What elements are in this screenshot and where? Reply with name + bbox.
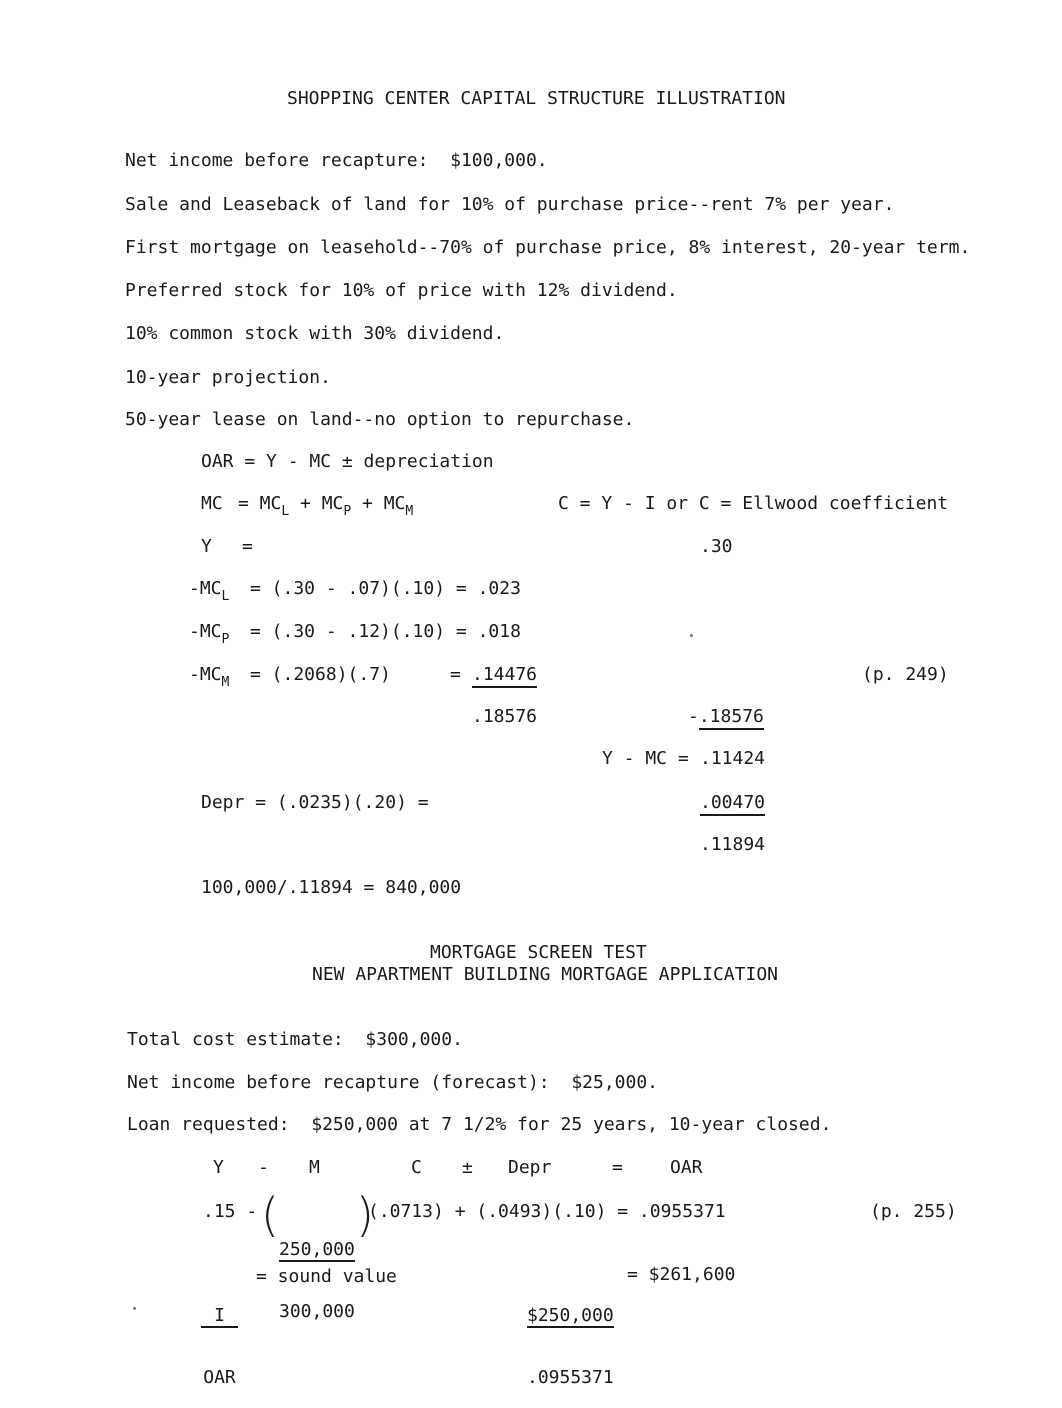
eq-rest: (.0713) + (.0493)(.10) = .0955371 (368, 1201, 726, 1222)
header-pm: ± (462, 1157, 473, 1178)
y-minus-mc-label: Y - MC = (602, 748, 689, 769)
sound-value-result: = $261,600 (627, 1264, 736, 1285)
total-cost-line: Total cost estimate: $300,000. (127, 1029, 463, 1050)
common-stock-line: 10% common stock with 30% dividend. (125, 323, 505, 344)
y-label: Y (201, 536, 212, 557)
net-income-line: Net income before recapture: $100,000. (125, 150, 548, 171)
total-value: .11894 (700, 834, 766, 855)
right-paren-glyph: ) (356, 1188, 374, 1242)
mcl-expr: = (.30 - .07)(.10) = .023 (250, 578, 521, 599)
first-mortgage-line: First mortgage on leasehold--70% of purchase price, 8% interest, 20-year term. (125, 237, 971, 258)
left-paren-glyph: ( (261, 1188, 279, 1242)
y-minus-mc-value: .11424 (700, 748, 766, 769)
sum-mc: .18576 (472, 706, 538, 727)
neg-sum: -.18576 (688, 706, 764, 728)
mcp-row: $-MC_P$ (189, 621, 230, 647)
sound-value-label: = sound value (256, 1266, 397, 1287)
sound-value-fraction: $\frac{\$250,000}{.0955371}$ (527, 1305, 614, 1388)
preferred-stock-line: Preferred stock for 10% of price with 12% dividend. (125, 280, 678, 301)
section2-title-2: NEW APARTMENT BUILDING MORTGAGE APPLICATION (312, 964, 778, 985)
c-note: C = Y - I or C = Ellwood coefficient (558, 493, 949, 514)
page-ref-255: (p. 255) (870, 1201, 957, 1222)
mc-label: MC (201, 493, 223, 514)
header-y: Y (213, 1157, 224, 1178)
oar-formula: OAR = Y - MC ± depreciation (201, 451, 494, 472)
leaseback-line: Sale and Leaseback of land for 10% of purchase price--rent 7% per year. (125, 194, 895, 215)
page-ref-249: (p. 249) (862, 664, 949, 685)
mcl-row: $-MC_L$ (189, 578, 230, 604)
header-oar: OAR (670, 1157, 703, 1178)
depr-value: .00470 (700, 792, 765, 814)
speck (133, 1307, 136, 1310)
header-m: M (309, 1157, 320, 1178)
header-depr: Depr (508, 1157, 552, 1178)
capitalized-value: 100,000/.11894 = 840,000 (201, 877, 462, 898)
y-value: .30 (700, 536, 733, 557)
net-income-forecast-line: Net income before recapture (forecast): $25,000. (127, 1072, 659, 1093)
speck (690, 634, 693, 637)
mc-formula: = $MC_L + MC_P + MC_M$ (238, 493, 414, 519)
loan-ratio-fraction: $\frac{250,000}{300,000}$ (279, 1239, 355, 1322)
mcm-value: .14476 (472, 664, 537, 686)
mcm-expr: = (.2068)(.7) (250, 664, 391, 685)
loan-requested-line: Loan requested: $250,000 at 7 1/2% for 25 years, 10-year closed. (127, 1114, 832, 1135)
header-c: C (411, 1157, 422, 1178)
header-eq: = (612, 1157, 623, 1178)
mcp-expr: = (.30 - .12)(.10) = .018 (250, 621, 521, 642)
mcm-eq: = (450, 664, 461, 685)
income-over-oar-fraction: I OAR (201, 1266, 238, 1408)
depr-expr: Depr = (.0235)(.20) = (201, 792, 429, 813)
section1-title: SHOPPING CENTER CAPITAL STRUCTURE ILLUSTRATION (287, 88, 786, 109)
projection-line: 10-year projection. (125, 367, 331, 388)
y-eq: = (242, 536, 253, 557)
mcm-row: $-MC_M$ (189, 664, 230, 690)
eq-prefix: .15 - (203, 1201, 258, 1222)
header-minus: - (258, 1157, 269, 1178)
lease-line: 50-year lease on land--no option to repurchase. (125, 409, 635, 430)
section2-title-1: MORTGAGE SCREEN TEST (430, 942, 647, 963)
